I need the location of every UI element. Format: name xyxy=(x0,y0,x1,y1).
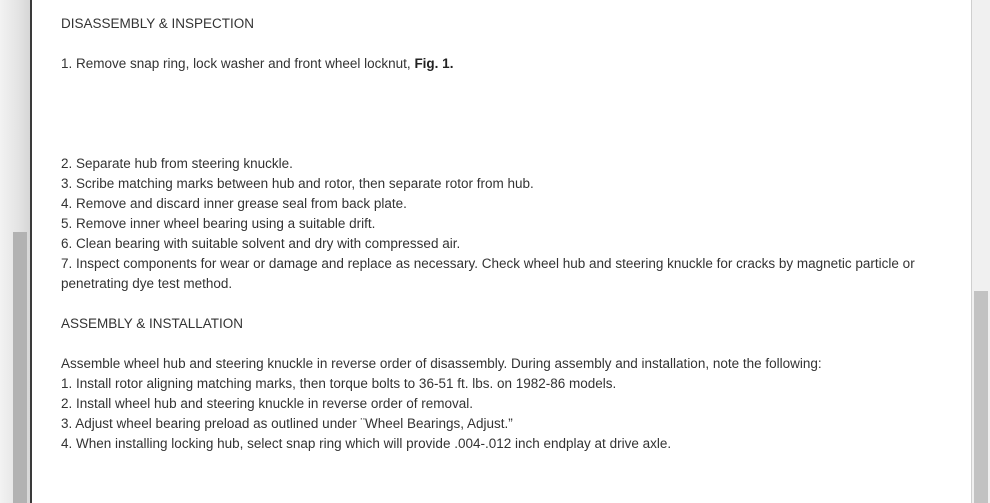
disassembly-step-2: 2. Separate hub from steering knuckle. xyxy=(61,156,293,171)
disassembly-step-7: 7. Inspect components for wear or damage and replace as necessary. Check wheel hub and steering knuckle for cracks by magnetic particle or penetrating dye test method. xyxy=(61,256,915,291)
assembly-step-4: 4. When installing locking hub, select snap ring which will provide .004-.012 inch endplay at drive axle. xyxy=(61,436,672,451)
figure-1-reference: Fig. 1. xyxy=(414,56,454,71)
disassembly-step-4: 4. Remove and discard inner grease seal from back plate. xyxy=(61,196,407,211)
assembly-heading: ASSEMBLY & INSTALLATION xyxy=(61,316,244,331)
document-content xyxy=(61,14,951,454)
disassembly-step-5: 5. Remove inner wheel bearing using a suitable drift. xyxy=(61,216,376,231)
right-scrollbar-thumb[interactable] xyxy=(974,291,988,503)
assembly-step-2: 2. Install wheel hub and steering knuckle in reverse order of removal. xyxy=(61,396,473,411)
disassembly-step-1-text: 1. Remove snap ring, lock washer and front wheel locknut, xyxy=(61,56,415,71)
disassembly-step-6: 6. Clean bearing with suitable solvent and dry with compressed air. xyxy=(61,236,461,251)
left-scrollbar-thumb[interactable] xyxy=(13,232,27,503)
disassembly-step-1 xyxy=(61,54,951,74)
disassembly-step-3: 3. Scribe matching marks between hub and rotor, then separate rotor from hub. xyxy=(61,176,534,191)
disassembly-heading: DISASSEMBLY & INSPECTION xyxy=(61,16,255,31)
assembly-step-1: 1. Install rotor aligning matching marks, then torque bolts to 36-51 ft. lbs. on 1982-86 models. xyxy=(61,376,617,391)
assembly-intro: Assemble wheel hub and steering knuckle in reverse order of disassembly. During assembly and installation, note the following: xyxy=(61,356,822,371)
assembly-step-3: 3. Adjust wheel bearing preload as outlined under ¨Wheel Bearings, Adjust.” xyxy=(61,416,513,431)
